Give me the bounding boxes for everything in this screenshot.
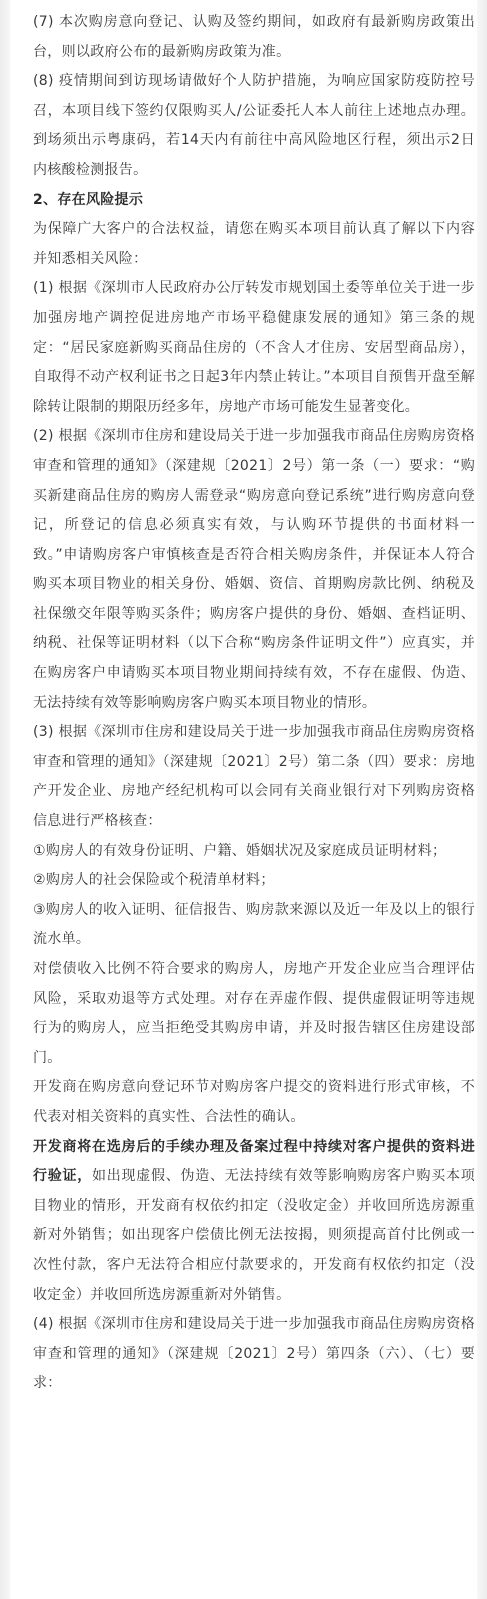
check-item-1: ①购房人的有效身份证明、户籍、婚姻状况及家庭成员证明材料； xyxy=(33,842,447,859)
risk-clause-1: (1) 根据《深圳市人民政府办公厅转发市规划国土委等单位关于进一步加强房地产调控促进房地产市场平稳健康发展的通知》第三条的规定：“居民家庭新购买商品住房的（不含人才住房、安居型商品房），自取得不动产权利证书之日起3年内禁止转让。”本项目自预售开盘至解除转让限制的期限历经多年，房地产市场可能发生显著变化。 xyxy=(33,280,475,415)
verification-body: 如出现虚假、伪造、无法持续有效等影响购房客户购买本项目物业的情形，开发商有权依约扣定（没收定金）并收回所选房源重新对外销售；如出现客户偿债比例无法按揭，则须提高首付比例或一次性付款，客户无法符合相应付款要求的，开发商有权依约扣定（没收定金）并收回所选房源重新对外销售。 xyxy=(33,1168,475,1303)
risk-clause-3: (3) 根据《深圳市住房和建设局关于进一步加强我市商品住房购房资格审查和管理的通知》（深建规〔2021〕2号）第二条（四）要求：房地产开发企业、房地产经纪机构可以会同有关商业银行对下列购房资格信息进行严格核查： xyxy=(33,724,475,830)
paragraph-item-7: (7) 本次购房意向登记、认购及签约期间，如政府有最新购房政策出台，则以政府公布的最新购房政策为准。 xyxy=(33,14,475,60)
check-item-2: ②购房人的社会保险或个税清单材料； xyxy=(33,872,275,889)
risk-clause-4: (4) 根据《深圳市住房和建设局关于进一步加强我市商品住房购房资格审查和管理的通知》（深建规〔2021〕2号）第四条（六）、（七）要求： xyxy=(33,1316,475,1392)
developer-review-paragraph: 开发商在购房意向登记环节对购房客户提交的资料进行形式审核，不代表对相关资料的真实性、合法性的确认。 xyxy=(33,1079,475,1125)
debt-ratio-paragraph: 对偿债收入比例不符合要求的购房人，房地产开发企业应当合理评估风险，采取劝退等方式处理。对存在弄虚作假、提供虚假证明等违规行为的购房人，应当拒绝受其购房申请，并及时报告辖区住房建设部门。 xyxy=(33,961,475,1066)
risk-clause-2: (2) 根据《深圳市住房和建设局关于进一步加强我市商品住房购房资格审查和管理的通知》（深建规〔2021〕2号）第一条（一）要求：“购买新建商品住房的购房人需登录“购房意向登记系统”进行购房意向登记，所登记的信息必须真实有效，与认购环节提供的书面材料一致。”申请购房客户审慎核查是否符合相关购房条件，并保证本人符合购买本项目物业的相关身份、婚姻、资信、首期购房款比例、纳税及社保缴交年限等购买条件；购房客户提供的身份、婚姻、查档证明、纳税、社保等证明材料（以下合称“购房条件证明文件”）应真实，并在购房客户申请购买本项目物业期间持续有效，不存在虚假、伪造、无法持续有效等影响购房客户购买本项目物业的情形。 xyxy=(33,428,475,711)
risk-intro: 为保障广大客户的合法权益，请您在购买本项目前认真了解以下内容并知悉相关风险： xyxy=(33,221,475,267)
check-item-3: ③购房人的收入证明、征信报告、购房款来源以及近一年及以上的银行流水单。 xyxy=(33,901,475,948)
right-page-edge xyxy=(477,0,487,1599)
verification-bold-lead: 开发商将在选房后的手续办理及备案过程中持续对客户提供的资料进行验证， xyxy=(33,1138,475,1185)
verification-paragraph xyxy=(33,1133,475,1311)
article-body xyxy=(33,8,475,1399)
paragraph-item-8: (8) 疫情期间到访现场请做好个人防护措施，为响应国家防疫防控号召，本项目线下签约仅限购买人/公证委托人本人前往上述地点办理。到场须出示粤康码，若14天内有前往中高风险地区行程，须出示2日内核酸检测报告。 xyxy=(33,73,475,178)
section-heading-risk: 2、存在风险提示 xyxy=(33,191,144,208)
left-page-edge xyxy=(0,0,10,1599)
